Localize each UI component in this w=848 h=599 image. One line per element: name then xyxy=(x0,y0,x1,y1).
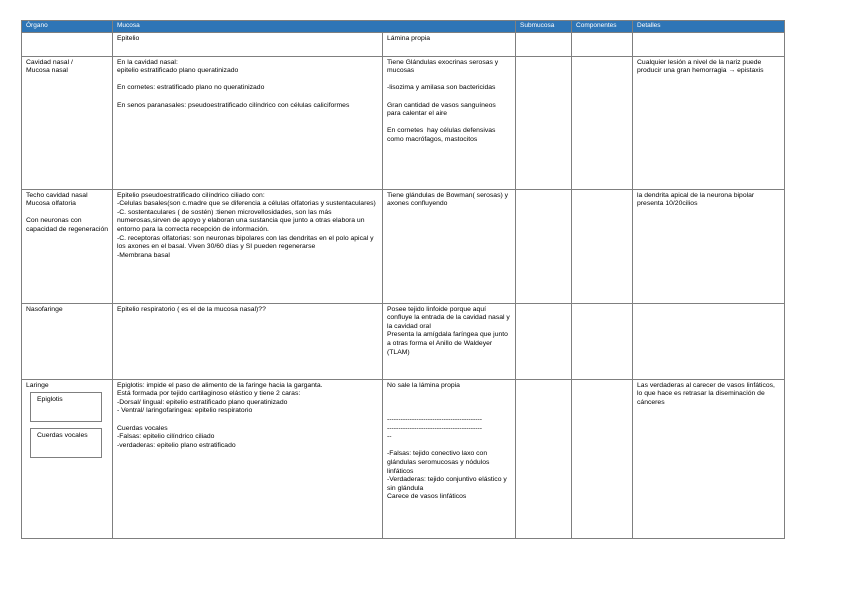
cell-text-line: Epitelio pseudoestratificado cilíndrico ciliado con: xyxy=(117,191,265,199)
cell-text-line: Posee tejido linfoide porque aquí confluye la entrada de la cavidad nasal y la cavidad oral xyxy=(387,305,512,330)
cell-text-line xyxy=(387,442,511,451)
submucosa-cell xyxy=(516,56,572,189)
cell-text-line xyxy=(117,76,378,85)
componentes-cell xyxy=(572,56,633,189)
organo-subbox-cuerdas-vocales xyxy=(30,428,102,458)
cell-text-line: No sale la lámina propia xyxy=(387,381,460,389)
lamina-propia-cell xyxy=(383,189,516,303)
cell-text-line: epitelio estratificado plano queratinizado xyxy=(117,67,239,75)
cell-text-line xyxy=(387,119,511,128)
organo-cell xyxy=(22,189,113,303)
cell-text-line xyxy=(387,93,511,102)
cell-text-line: - Ventral/ laringofaringea: epitelio respiratorio xyxy=(117,407,253,415)
cell-text-line xyxy=(387,76,511,85)
lamina-propia-cell xyxy=(383,56,516,189)
lamina-propia-cell xyxy=(383,379,516,538)
cell-text-line: -Falsas: tejido conectivo laxo con glándulas seromucosas y nódulos linfáticos xyxy=(387,450,492,475)
cell-text-line: Epiglotis: impide el paso de alimento de la faringe hacia la garganta. xyxy=(117,381,323,389)
cell-text-line: Tiene Glándulas exocrinas serosas y mucosas xyxy=(387,58,501,75)
header-submucosa: Submucosa xyxy=(516,21,572,33)
componentes-cell xyxy=(572,189,633,303)
epitelio-cell xyxy=(113,56,383,189)
table-row xyxy=(22,189,785,303)
cell-text-line: -Falsas: epitelio cilíndrico ciliado xyxy=(117,433,215,441)
subheader-empty xyxy=(633,32,785,56)
cell-text-line: Las verdaderas al carecer de vasos linfáticos, lo que hace es retrasar la diseminación de cánceres xyxy=(637,381,777,406)
cell-text-line: Techo cavidad nasal xyxy=(26,191,88,199)
cell-text-line: Carece de vasos linfáticos xyxy=(387,493,467,501)
cell-text-line xyxy=(26,209,108,218)
cell-text-line: Mucosa olfatoria xyxy=(26,200,76,208)
organo-cell xyxy=(22,379,113,538)
cell-text-line xyxy=(117,416,378,425)
cell-text-line: -Dorsal/ lingual: epitelio estratificado plano queratinizado xyxy=(117,398,288,406)
componentes-cell xyxy=(572,379,633,538)
cell-text-line: -C. receptoras olfatorias: son neuronas bipolares con las dendritas en el polo apical y los axones en el basal. Viven 30/60 días y SI pueden regenerarse xyxy=(117,234,376,251)
submucosa-cell xyxy=(516,303,572,379)
subheader-row xyxy=(22,32,785,56)
header-organo: Órgano xyxy=(22,21,113,33)
table-row xyxy=(22,379,785,538)
header-row xyxy=(22,21,785,33)
cell-text-line: -Verdaderas: tejido conjuntivo elástico y sin glándula xyxy=(387,476,509,492)
cell-text-line: Cavidad nasal / xyxy=(26,58,73,66)
organo-title: Laringe xyxy=(26,381,49,389)
cell-text-line: En cornetes: estratificado plano no queratinizado xyxy=(117,84,265,92)
header-mucosa: Mucosa xyxy=(113,21,516,33)
cell-text-line: Está formada por tejido cartilaginoso elástico y tiene 2 caras: xyxy=(117,390,301,398)
document-table xyxy=(21,20,785,539)
subheader-empty xyxy=(22,32,113,56)
cell-text-line: -Membrana basal xyxy=(117,251,170,259)
organo-subbox-label: Epiglotis xyxy=(37,396,63,404)
lamina-propia-cell xyxy=(383,303,516,379)
cell-text-line: (TLAM) xyxy=(387,348,410,356)
cell-text-line: En senos paranasales: pseudoestratificado cilíndrico con células caliciformes xyxy=(117,101,350,109)
cell-text-line: ------------------------------------------ xyxy=(387,415,483,423)
cell-text-line: ------------------------------------------ xyxy=(387,424,483,432)
epitelio-cell xyxy=(113,189,383,303)
organo-subbox-epiglotis xyxy=(30,392,102,422)
cell-text-line: -lisozima y amilasa son bactericidas xyxy=(387,84,496,92)
submucosa-cell xyxy=(516,379,572,538)
cell-text-line: -verdaderas: epitelio plano estratificado xyxy=(117,441,236,449)
header-componentes: Componentes xyxy=(572,21,633,33)
organo-cell xyxy=(22,56,113,189)
table-row xyxy=(22,303,785,379)
header-detalles: Detalles xyxy=(633,21,785,33)
organo-cell xyxy=(22,303,113,379)
detalles-cell xyxy=(633,56,785,189)
submucosa-cell xyxy=(516,189,572,303)
table-row xyxy=(22,56,785,189)
epitelio-cell xyxy=(113,379,383,538)
detalles-cell xyxy=(633,303,785,379)
detalles-cell xyxy=(633,379,785,538)
subheader-lamina-propia: Lámina propia xyxy=(383,32,516,56)
subheader-empty xyxy=(572,32,633,56)
cell-text-line: Gran cantidad de vasos sanguíneos para calentar el aire xyxy=(387,101,498,118)
organo-subbox-label: Cuerdas vocales xyxy=(37,432,88,440)
cell-text-line: Tiene glándulas de Bowman( serosas) y axones confluyendo xyxy=(387,191,510,208)
cell-text-line: -C. sostentaculares ( de sostén) :tienen microvellosidades, son las más numerosas,sirven de apoyo y elaboran una sustancia que junto a otras elabora un entorno para la correcta recepción de información. xyxy=(117,208,367,233)
cell-text-line xyxy=(387,407,511,416)
cell-text-line: Con neuronas con capacidad de regeneración xyxy=(26,217,109,233)
cell-text-line: -- xyxy=(387,433,392,441)
subheader-epitelio: Epitelio xyxy=(113,32,383,56)
cell-text-line: Mucosa nasal xyxy=(26,67,68,75)
cell-text-line xyxy=(387,390,511,399)
cell-text-line: Epitelio respiratorio ( es el de la mucosa nasal)?? xyxy=(117,305,266,313)
cell-text-line: Cualquier lesión a nivel de la nariz puede producir una gran hemorragia → epistaxis xyxy=(637,58,764,75)
cell-text-line xyxy=(387,399,511,408)
cell-text-line: Nasofaringe xyxy=(26,305,63,313)
cell-text-line: En cornetes hay células defensivas como macrófagos, mastocitos xyxy=(387,127,498,143)
detalles-cell xyxy=(633,189,785,303)
subheader-empty xyxy=(516,32,572,56)
cell-text-line: En la cavidad nasal: xyxy=(117,58,178,66)
cell-text-line: Cuerdas vocales xyxy=(117,424,168,432)
componentes-cell xyxy=(572,303,633,379)
cell-text-line: la dendrita apical de la neurona bipolar presenta 10/20cilios xyxy=(637,191,757,208)
cell-text-line: -Celulas basales(son c.madre que se diferencia a células olfatorias y sustentaculares) xyxy=(117,200,376,208)
cell-text-line: Presenta la amígdala faríngea que junto a otras forma el Anillo de Waldeyer xyxy=(387,331,510,347)
cell-text-line xyxy=(117,93,378,102)
epitelio-cell xyxy=(113,303,383,379)
